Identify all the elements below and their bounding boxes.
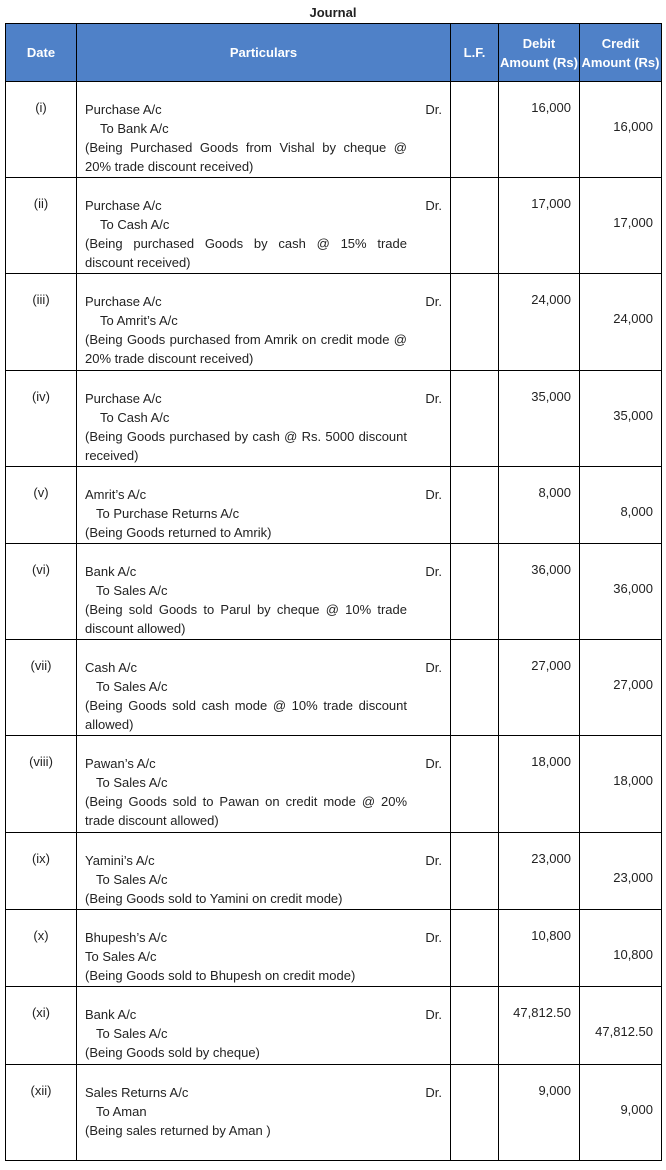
journal-row xyxy=(6,467,662,544)
dr-label: Dr. xyxy=(425,564,442,579)
credit-account: To Sales A/c xyxy=(96,679,168,694)
dr-label: Dr. xyxy=(425,391,442,406)
entry-particulars xyxy=(77,833,451,910)
narration: (Being Goods sold to Bhupesh on credit mode) xyxy=(85,968,356,983)
journal-row xyxy=(6,371,662,467)
narration: (Being purchased Goods by cash @ 15% trade discount received) xyxy=(85,236,407,270)
entry-lf xyxy=(451,467,499,544)
entry-credit: 16,000 xyxy=(580,82,662,178)
dr-label: Dr. xyxy=(425,660,442,675)
debit-account: Yamini’s A/c xyxy=(85,853,155,868)
dr-label: Dr. xyxy=(425,853,442,868)
entry-credit: 8,000 xyxy=(580,467,662,544)
narration: (Being Goods sold cash mode @ 10% trade discount allowed) xyxy=(85,698,407,732)
credit-account: To Bank A/c xyxy=(100,121,169,136)
entry-date: (i) xyxy=(6,82,77,178)
debit-account: Pawan’s A/c xyxy=(85,756,156,771)
entry-date: (iv) xyxy=(6,371,77,467)
credit-account: To Amrit’s A/c xyxy=(100,313,178,328)
dr-label: Dr. xyxy=(425,294,442,309)
credit-account: To Sales A/c xyxy=(96,775,168,790)
entry-debit: 36,000 xyxy=(499,544,580,640)
entry-debit: 47,812.50 xyxy=(499,987,580,1065)
credit-account: To Aman xyxy=(96,1104,147,1119)
header-lf: L.F. xyxy=(451,24,499,82)
credit-account: To Sales A/c xyxy=(85,949,157,964)
entry-date: (v) xyxy=(6,467,77,544)
header-debit: Debit Amount (Rs) xyxy=(499,24,580,82)
entry-lf xyxy=(451,178,499,274)
journal-row xyxy=(6,833,662,910)
entry-debit: 9,000 xyxy=(499,1065,580,1161)
entry-lf xyxy=(451,544,499,640)
entry-particulars xyxy=(77,178,451,274)
entry-particulars xyxy=(77,544,451,640)
entry-lf xyxy=(451,371,499,467)
debit-account: Sales Returns A/c xyxy=(85,1085,189,1100)
debit-account: Purchase A/c xyxy=(85,198,162,213)
dr-label: Dr. xyxy=(425,1007,442,1022)
narration: (Being Goods purchased from Amrik on credit mode @ 20% trade discount received) xyxy=(85,332,407,366)
entry-debit: 27,000 xyxy=(499,640,580,736)
dr-label: Dr. xyxy=(425,198,442,213)
debit-account: Cash A/c xyxy=(85,660,138,675)
entry-debit: 16,000 xyxy=(499,82,580,178)
header-date: Date xyxy=(6,24,77,82)
entry-particulars xyxy=(77,910,451,987)
entry-particulars xyxy=(77,1065,451,1161)
dr-label: Dr. xyxy=(425,756,442,771)
narration: (Being Goods returned to Amrik) xyxy=(85,525,272,540)
entry-lf xyxy=(451,910,499,987)
narration: (Being sold Goods to Parul by cheque @ 10% trade discount allowed) xyxy=(85,602,407,636)
narration: (Being Goods sold to Pawan on credit mode @ 20% trade discount allowed) xyxy=(85,794,407,828)
entry-particulars xyxy=(77,274,451,371)
entry-credit: 23,000 xyxy=(580,833,662,910)
entry-lf xyxy=(451,736,499,833)
entry-lf xyxy=(451,987,499,1065)
entry-date: (xii) xyxy=(6,1065,77,1161)
entry-particulars xyxy=(77,371,451,467)
credit-account: To Cash A/c xyxy=(100,217,170,232)
journal-row xyxy=(6,544,662,640)
entry-particulars xyxy=(77,736,451,833)
entry-credit: 24,000 xyxy=(580,274,662,371)
entry-lf xyxy=(451,1065,499,1161)
entry-date: (vi) xyxy=(6,544,77,640)
entry-credit: 18,000 xyxy=(580,736,662,833)
header-row xyxy=(6,24,662,82)
entry-credit: 47,812.50 xyxy=(580,987,662,1065)
debit-account: Bank A/c xyxy=(85,1007,137,1022)
entry-date: (viii) xyxy=(6,736,77,833)
narration: (Being Goods sold by cheque) xyxy=(85,1045,260,1060)
entry-date: (ii) xyxy=(6,178,77,274)
journal-row xyxy=(6,274,662,371)
entry-lf xyxy=(451,640,499,736)
entry-debit: 35,000 xyxy=(499,371,580,467)
debit-account: Bhupesh’s A/c xyxy=(85,930,168,945)
entry-date: (xi) xyxy=(6,987,77,1065)
dr-label: Dr. xyxy=(425,487,442,502)
debit-account: Bank A/c xyxy=(85,564,137,579)
entry-credit: 36,000 xyxy=(580,544,662,640)
credit-account: To Sales A/c xyxy=(96,1026,168,1041)
journal-row xyxy=(6,1065,662,1161)
journal-row xyxy=(6,82,662,178)
entry-lf xyxy=(451,274,499,371)
dr-label: Dr. xyxy=(425,1085,442,1100)
entry-date: (vii) xyxy=(6,640,77,736)
debit-account: Amrit’s A/c xyxy=(85,487,147,502)
debit-account: Purchase A/c xyxy=(85,102,162,117)
entry-particulars xyxy=(77,467,451,544)
journal-row xyxy=(6,987,662,1065)
entry-date: (x) xyxy=(6,910,77,987)
narration: (Being sales returned by Aman ) xyxy=(85,1123,271,1138)
journal-body xyxy=(6,82,662,1161)
entry-particulars xyxy=(77,640,451,736)
credit-account: To Purchase Returns A/c xyxy=(96,506,240,521)
journal-row xyxy=(6,736,662,833)
entry-date: (iii) xyxy=(6,274,77,371)
credit-account: To Sales A/c xyxy=(96,872,168,887)
journal-row xyxy=(6,640,662,736)
entry-credit: 17,000 xyxy=(580,178,662,274)
journal-row xyxy=(6,178,662,274)
entry-debit: 17,000 xyxy=(499,178,580,274)
entry-credit: 9,000 xyxy=(580,1065,662,1161)
debit-account: Purchase A/c xyxy=(85,294,162,309)
dr-label: Dr. xyxy=(425,102,442,117)
credit-account: To Cash A/c xyxy=(100,410,170,425)
entry-debit: 18,000 xyxy=(499,736,580,833)
entry-date: (ix) xyxy=(6,833,77,910)
entry-credit: 10,800 xyxy=(580,910,662,987)
credit-account: To Sales A/c xyxy=(96,583,168,598)
header-particulars: Particulars xyxy=(77,24,451,82)
narration: (Being Goods purchased by cash @ Rs. 5000 discount received) xyxy=(85,429,407,463)
entry-credit: 35,000 xyxy=(580,371,662,467)
journal-table xyxy=(5,23,662,1161)
journal-row xyxy=(6,910,662,987)
entry-particulars xyxy=(77,987,451,1065)
debit-account: Purchase A/c xyxy=(85,391,162,406)
page-title: Journal xyxy=(309,5,357,20)
entry-debit: 10,800 xyxy=(499,910,580,987)
entry-particulars xyxy=(77,82,451,178)
entry-credit: 27,000 xyxy=(580,640,662,736)
dr-label: Dr. xyxy=(425,930,442,945)
entry-lf xyxy=(451,833,499,910)
entry-lf xyxy=(451,82,499,178)
entry-debit: 8,000 xyxy=(499,467,580,544)
narration: (Being Purchased Goods from Vishal by cheque @ 20% trade discount received) xyxy=(85,140,407,174)
entry-debit: 23,000 xyxy=(499,833,580,910)
narration: (Being Goods sold to Yamini on credit mode) xyxy=(85,891,343,906)
header-credit: Credit Amount (Rs) xyxy=(580,24,662,82)
entry-debit: 24,000 xyxy=(499,274,580,371)
